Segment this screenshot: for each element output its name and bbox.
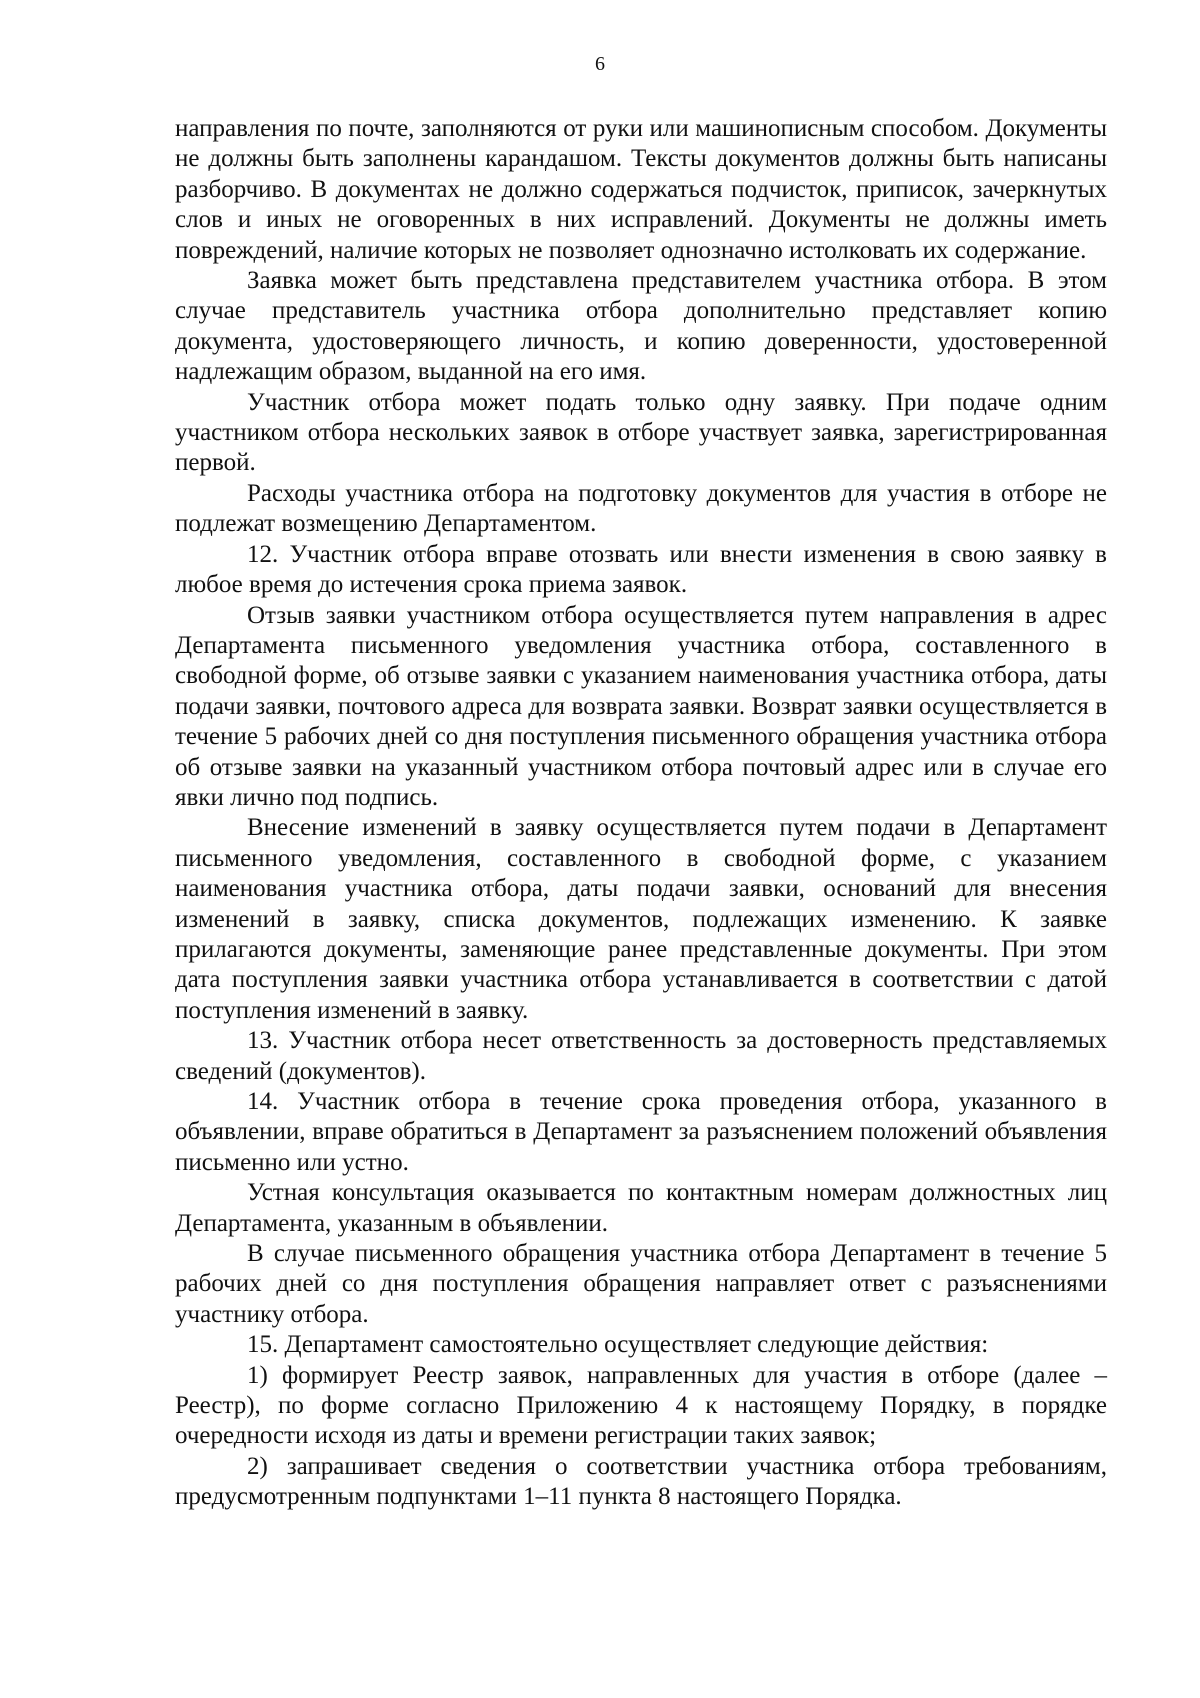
paragraph-13: 1) формирует Реестр заявок, направленных для участия в отборе (далее – Реестр), по форме согласно Приложению 4 к настоящему Порядку, в порядке очередности исходя из даты и времени регистрации таких заявок; [175,1361,1107,1450]
paragraph-1: направления по почте, заполняются от руки или машинописным способом. Документы не должны быть заполнены карандашом. Тексты документов должны быть написаны разборчиво. В документах не должно содержаться подчисток, приписок, зачеркнутых слов и иных не оговоренных в них исправлений. Документы не должны иметь повреждений, наличие которых не позволяет однозначно истолковать их содержание. [175,115,1107,264]
paragraph-3: Участник отбора может подать только одну заявку. При подаче одним участником отбора нескольких заявок в отборе участвует заявка, зарегистрированная первой. [175,388,1107,477]
paragraph-14: 2) запрашивает сведения о соответствии участника отбора требованиям, предусмотренным подпунктами 1–11 пункта 8 настоящего Порядка. [175,1452,1107,1511]
paragraph-11: В случае письменного обращения участника отбора Департамент в течение 5 рабочих дней со дня поступления обращения направляет ответ с разъяснениями участнику отбора. [175,1240,1107,1328]
document-body [175,114,1107,1513]
paragraph-6: Отзыв заявки участником отбора осуществляется путем направления в адрес Департамента письменного уведомления участника отбора, составленного в свободной форме, об отзыве заявки с указанием наименования участника отбора, даты подачи заявки, почтового адреса для возврата заявки. Возврат заявки осуществляется в течение 5 рабочих дней со дня поступления письменного обращения участника отбора об отзыве заявки на указанный участником отбора почтовый адрес или в случае его явки лично под подпись. [175,601,1107,811]
paragraph-12: 15. Департамент самостоятельно осуществляет следующие действия: [247,1331,989,1359]
paragraph-10: Устная консультация оказывается по контактным номерам должностных лиц Департамента, указанным в объявлении. [175,1179,1107,1237]
paragraph-5: 12. Участник отбора вправе отозвать или внести изменения в свою заявку в любое время до истечения срока приема заявок. [175,540,1107,599]
paragraph-8: 13. Участник отбора несет ответственность за достоверность представляемых сведений (документов). [175,1027,1107,1085]
paragraph-7: Внесение изменений в заявку осуществляется путем подачи в Департамент письменного уведомления, составленного в свободной форме, с указанием наименования участника отбора, даты подачи заявки, оснований для внесения изменений в заявку, списка документов, подлежащих изменению. К заявке прилагаются документы, заменяющие ранее представленные документы. При этом дата поступления заявки участника отбора устанавливается в соответствии с датой поступления изменений в заявку. [175,814,1107,1024]
page-number: 6 [595,53,605,75]
paragraph-2: Заявка может быть представлена представителем участника отбора. В этом случае представитель участника отбора дополнительно представляет копию документа, удостоверяющего личность, и копию доверенности, удостоверенной надлежащим образом, выданной на его имя. [175,267,1107,386]
paragraph-4: Расходы участника отбора на подготовку документов для участия в отборе не подлежат возмещению Департаментом. [175,479,1107,538]
paragraph-9: 14. Участник отбора в течение срока проведения отбора, указанного в объявлении, вправе обратиться в Департамент за разъяснением положений объявления письменно или устно. [175,1088,1107,1176]
